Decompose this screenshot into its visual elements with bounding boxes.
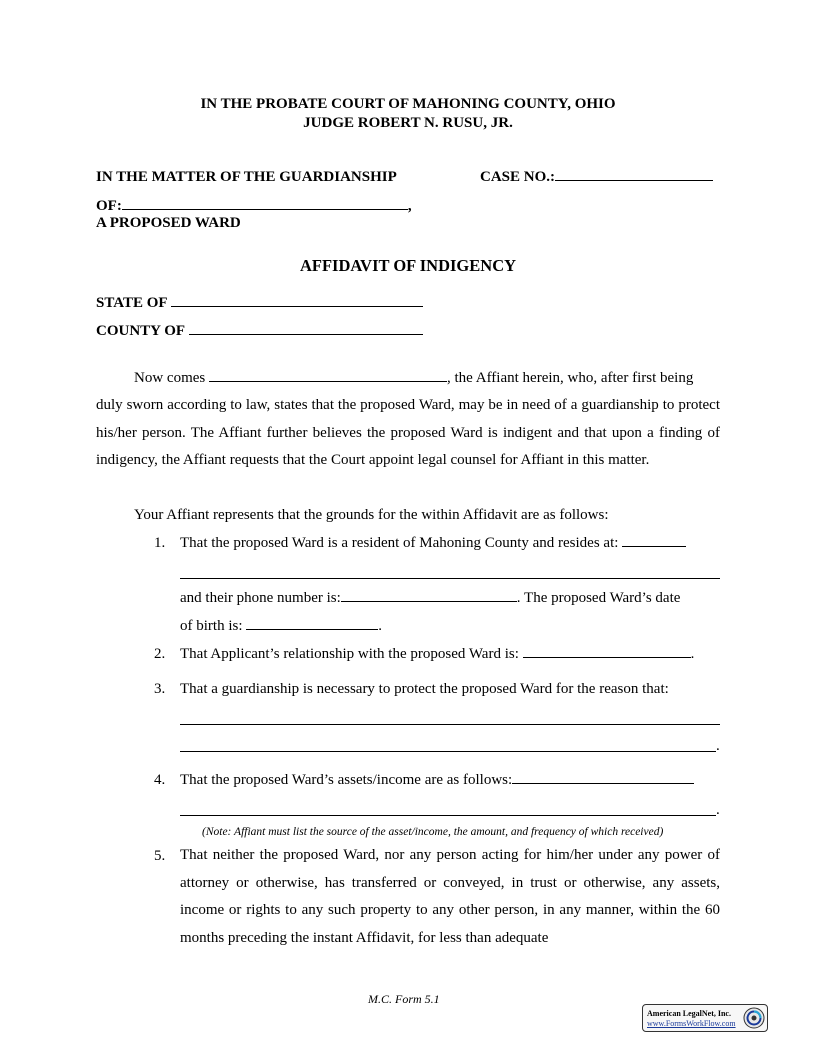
item-1-line: That the proposed Ward is a resident of Mahoning County and resides at:: [180, 535, 720, 552]
item-5-text: That neither the proposed Ward, nor any person acting for him/her under any power of attorney or otherwise, has transferred or conveyed, in trust or otherwise, any assets, income or rights to any such property to any other person, in any manner, within the 60 months preceding the instant Affidavit, for less than adequate: [180, 847, 720, 946]
item-2-line: That Applicant’s relationship with the proposed Ward is: .: [180, 646, 695, 662]
document-title: AFFIDAVIT OF INDIGENCY: [299, 256, 517, 275]
assets-field[interactable]: [512, 783, 694, 784]
relationship-field[interactable]: [523, 657, 691, 658]
intro-line: Now comes , the Affiant herein, who, after first being: [134, 370, 694, 386]
phone-field[interactable]: [341, 601, 517, 602]
publisher-logo-icon: [743, 1007, 765, 1029]
reason-line-1[interactable]: [180, 724, 720, 725]
residence-field[interactable]: [622, 546, 686, 547]
ward-name-row: OF: ,: [96, 198, 412, 214]
matter-caption: IN THE MATTER OF THE GUARDIANSHIP: [96, 169, 397, 185]
court-heading: IN THE PROBATE COURT OF MAHONING COUNTY, OHIO: [200, 96, 616, 112]
intro-paragraph: duly sworn according to law, states that the proposed Ward, may be in need of a guardianship to protect his/her person. The Affiant further believes the proposed Ward is indigent and that upon a finding of indigency, the Affiant requests that the Court appoint legal counsel for Affiant in this matter.: [96, 397, 720, 468]
phone-row: and their phone number is: . The proposed Ward’s date: [180, 590, 681, 606]
item-2-number: 2.: [154, 646, 166, 662]
dob-field[interactable]: [246, 629, 378, 630]
item-5-number: 5.: [154, 848, 166, 864]
county-row: COUNTY OF: [96, 323, 423, 340]
item-1-number: 1.: [154, 535, 166, 551]
publisher-name: American LegalNet, Inc.: [647, 1009, 731, 1018]
state-row: STATE OF: [96, 295, 423, 312]
judge-heading: JUDGE ROBERT N. RUSU, JR.: [303, 115, 513, 131]
proposed-ward-label: A PROPOSED WARD: [96, 215, 241, 231]
dob-row: of birth is: .: [180, 618, 382, 634]
reason-period: .: [716, 738, 720, 754]
grounds-statement: Your Affiant represents that the grounds for the within Affidavit are as follows:: [134, 507, 609, 523]
assets-period: .: [716, 802, 720, 818]
item-3-number: 3.: [154, 681, 166, 697]
assets-note: (Note: Affiant must list the source of the asset/income, the amount, and frequency of which received): [202, 826, 664, 838]
affiant-name-field[interactable]: [209, 381, 447, 382]
item-4-line: That the proposed Ward’s assets/income are as follows:: [180, 772, 720, 789]
ward-name-field[interactable]: [122, 209, 408, 210]
county-field[interactable]: [189, 334, 423, 335]
publisher-link[interactable]: www.FormsWorkFlow.com: [647, 1019, 736, 1028]
residence-continuation-line[interactable]: [180, 578, 720, 579]
case-number-field[interactable]: [555, 180, 713, 181]
item-4-number: 4.: [154, 772, 166, 788]
reason-line-2[interactable]: [180, 751, 716, 752]
state-field[interactable]: [171, 306, 423, 307]
case-number-label: CASE NO.:: [480, 169, 713, 186]
form-number: M.C. Form 5.1: [368, 992, 440, 1006]
assets-line-2[interactable]: [180, 815, 716, 816]
item-3-line: That a guardianship is necessary to protect the proposed Ward for the reason that:: [180, 681, 669, 697]
publisher-badge[interactable]: [642, 1004, 768, 1032]
